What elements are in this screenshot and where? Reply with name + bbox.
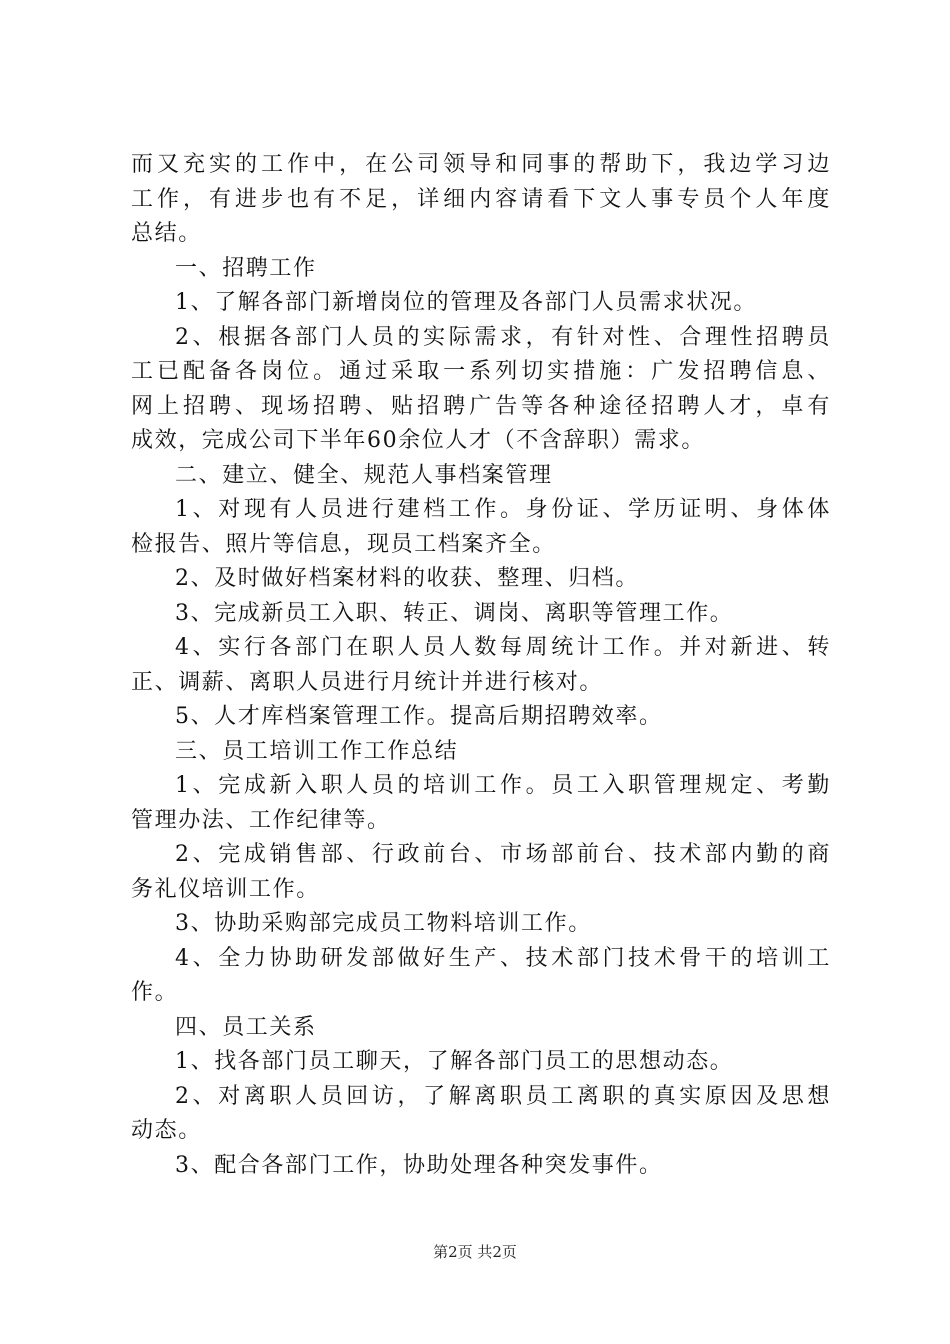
list-item: 2、完成销售部、行政前台、市场部前台、技术部内勤的商 — [175, 842, 831, 867]
list-item: 2、根据各部门人员的实际需求，有针对性、合理性招聘员 — [175, 324, 831, 350]
document-body — [131, 148, 831, 1183]
list-item: 4、全力协助研发部做好生产、技术部门技术骨干的培训工 — [175, 945, 831, 971]
list-item: 3、完成新员工入职、转正、调岗、离职等管理工作。 — [175, 600, 734, 626]
list-item: 2、及时做好档案材料的收获、整理、归档。 — [175, 566, 639, 591]
text-line: 而又充实的工作中，在公司领导和同事的帮助下，我边学习边 — [131, 152, 831, 177]
section-heading: 一、招聘工作 — [175, 255, 317, 281]
text-line: 工已配备各岗位。通过采取一系列切实措施：广发招聘信息、 — [131, 359, 831, 384]
page-number-footer: 第2页 共2页 — [433, 1243, 517, 1261]
section-heading: 四、员工关系 — [175, 1014, 317, 1040]
section-heading: 二、建立、健全、规范人事档案管理 — [175, 462, 553, 488]
list-item: 1、对现有人员进行建档工作。身份证、学历证明、身体体 — [175, 497, 831, 522]
list-item: 1、找各部门员工聊天，了解各部门员工的思想动态。 — [175, 1049, 734, 1074]
text-line: 作。 — [131, 980, 179, 1005]
list-item: 3、配合各部门工作，协助处理各种突发事件。 — [175, 1152, 663, 1178]
list-item: 2、对离职人员回访，了解离职员工离职的真实原因及思想 — [175, 1083, 831, 1109]
section-heading: 三、员工培训工作工作总结 — [175, 738, 459, 764]
text-line: 成效，完成公司下半年60余位人才（不含辞职）需求。 — [131, 428, 705, 453]
list-item: 1、了解各部门新增岗位的管理及各部门人员需求状况。 — [175, 290, 757, 315]
text-line: 正、调薪、离职人员进行月统计并进行核对。 — [131, 669, 604, 695]
list-item: 1、完成新入职人员的培训工作。员工入职管理规定、考勤 — [175, 773, 831, 798]
text-line: 总结。 — [131, 221, 202, 246]
list-item: 3、协助采购部完成员工物料培训工作。 — [175, 911, 592, 936]
list-item: 4、实行各部门在职人员人数每周统计工作。并对新进、转 — [175, 635, 831, 660]
text-line: 务礼仪培训工作。 — [131, 876, 320, 902]
text-line: 网上招聘、现场招聘、贴招聘广告等各种途径招聘人才，卓有 — [131, 393, 831, 419]
text-line: 动态。 — [131, 1118, 202, 1143]
text-line: 工作，有进步也有不足，详细内容请看下文人事专员个人年度 — [131, 186, 831, 212]
list-item: 5、人才库档案管理工作。提高后期招聘效率。 — [175, 704, 663, 729]
text-line: 检报告、照片等信息，现员工档案齐全。 — [131, 531, 556, 557]
text-line: 管理办法、工作纪律等。 — [131, 807, 391, 833]
